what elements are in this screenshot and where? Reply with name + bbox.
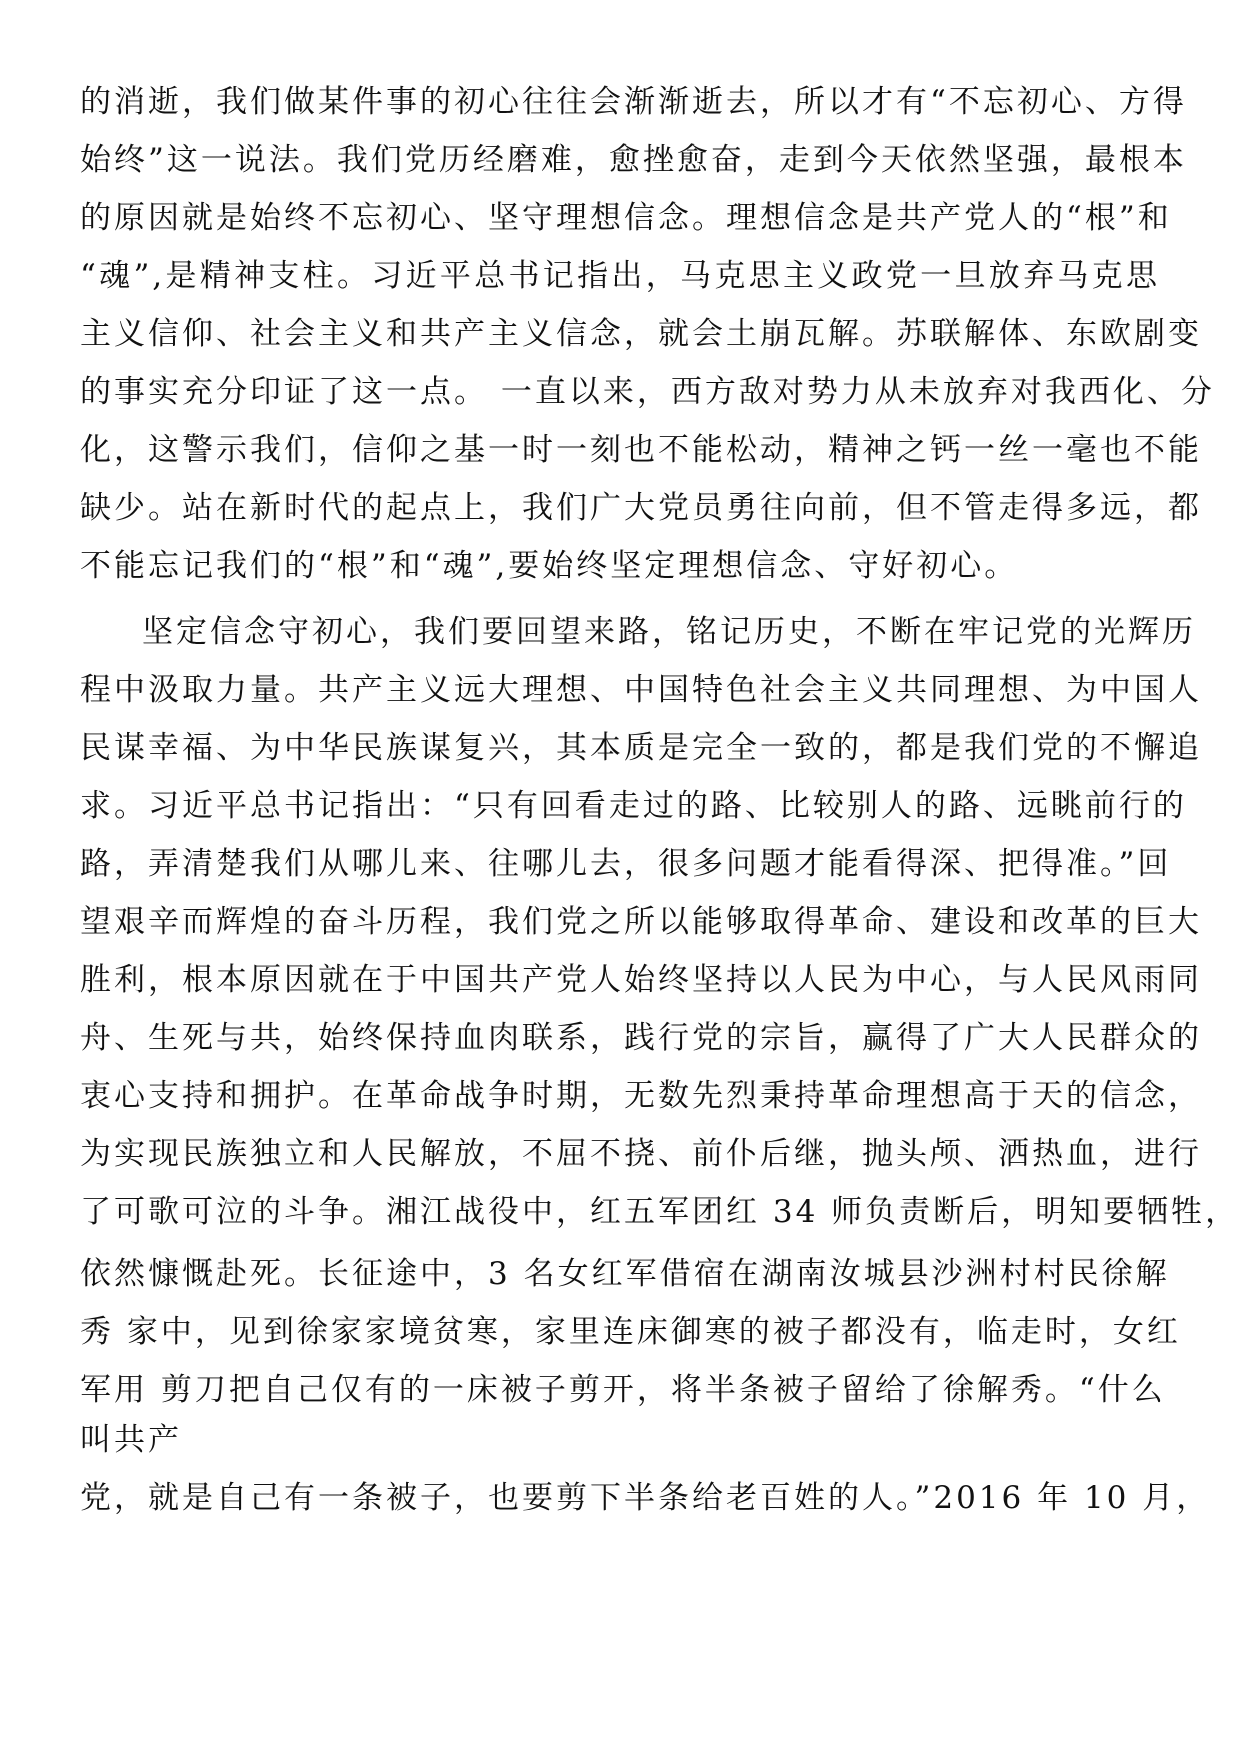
paragraph-2-line-4: 求。习近平总书记指出：“只有回看走过的路、比较别人的路、远眺前行的 [80,788,1187,824]
paragraph-2-line-1: 坚定信念守初心，我们要回望来路，铭记历史，不断在牢记党的光辉历 [142,614,1196,650]
paragraph-1-line-6: 的事实充分印证了这一点。 一直以来，西方敌对势力从未放弃对我西化、分 [80,374,1215,410]
paragraph-1-line-9: 不能忘记我们的“根”和“魂”,要始终坚定理想信念、守好初心。 [80,548,1019,584]
paragraph-2-line-2: 程中汲取力量。共产主义远大理想、中国特色社会主义共同理想、为中国人 [80,672,1202,708]
paragraph-1-line-3: 的原因就是始终不忘初心、坚守理想信念。理想信念是共产党人的“根”和 [80,200,1172,236]
paragraph-2-line-16: 党，就是自己有一条被子，也要剪下半条给老百姓的人。”2016 年 10 月， [80,1480,1211,1516]
paragraph-1-line-4: “魂”,是精神支柱。习近平总书记指出，马克思主义政党一旦放弃马克思 [80,258,1160,294]
paragraph-2-line-8: 舟、生死与共，始终保持血肉联系，践行党的宗旨，赢得了广大人民群众的 [80,1020,1202,1056]
paragraph-1-line-8: 缺少。站在新时代的起点上，我们广大党员勇往向前，但不管走得多远，都 [80,490,1202,526]
paragraph-2-line-9: 衷心支持和拥护。在革命战争时期，无数先烈秉持革命理想高于天的信念， [80,1078,1202,1114]
paragraph-2-line-15: 叫共产 [80,1422,182,1458]
paragraph-1-line-1: 的消逝，我们做某件事的初心往往会渐渐逝去，所以才有“不忘初心、方得 [80,84,1187,120]
paragraph-2-line-6: 望艰辛而辉煌的奋斗历程，我们党之所以能够取得革命、建设和改革的巨大 [80,904,1202,940]
paragraph-2-line-14: 军用 剪刀把自己仅有的一床被子剪开，将半条被子留给了徐解秀。“什么 [80,1372,1166,1408]
paragraph-2-line-3: 民谋幸福、为中华民族谋复兴，其本质是完全一致的，都是我们党的不懈追 [80,730,1202,766]
paragraph-2-line-10: 为实现民族独立和人民解放，不屈不挠、前仆后继，抛头颅、洒热血，进行 [80,1136,1202,1172]
paragraph-1-line-7: 化，这警示我们，信仰之基一时一刻也不能松动，精神之钙一丝一毫也不能 [80,432,1202,468]
paragraph-1-line-5: 主义信仰、社会主义和共产主义信念，就会土崩瓦解。苏联解体、东欧剧变 [80,316,1202,352]
paragraph-2-line-5: 路，弄清楚我们从哪儿来、往哪儿去，很多问题才能看得深、把得准。”回 [80,846,1172,882]
paragraph-2-line-11: 了可歌可泣的斗争。湘江战役中，红五军团红 34 师负责断后，明知要牺牲， [80,1194,1240,1230]
paragraph-2-line-13: 秀 家中，见到徐家家境贫寒，家里连床御寒的被子都没有，临走时，女红 [80,1314,1181,1350]
paragraph-2-line-12: 依然慷慨赴死。长征途中，3 名女红军借宿在湖南汝城县沙洲村村民徐解 [80,1256,1170,1292]
paragraph-1-line-2: 始终”这一说法。我们党历经磨难，愈挫愈奋，走到今天依然坚强，最根本 [80,142,1187,178]
paragraph-2-line-7: 胜利，根本原因就在于中国共产党人始终坚持以人民为中心，与人民风雨同 [80,962,1202,998]
